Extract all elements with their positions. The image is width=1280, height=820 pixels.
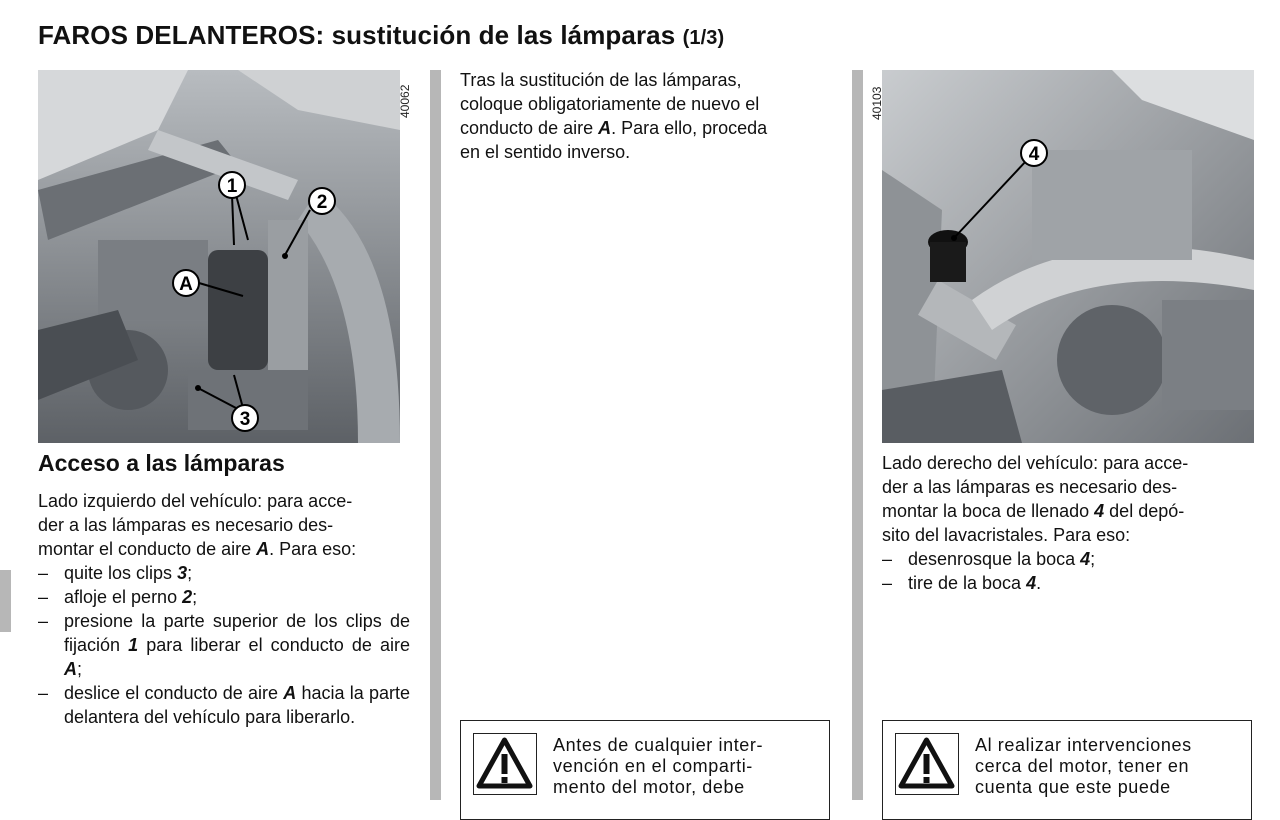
engine-photo-left <box>38 70 400 443</box>
right-step-2: – tire de la boca 4. <box>882 573 1042 593</box>
svg-text:A: A <box>179 274 193 295</box>
image-code-right: 40103 <box>870 86 884 120</box>
left-intro-line-2: der a las lámparas es necesario des- <box>38 515 334 535</box>
svg-text:3: 3 <box>239 409 251 430</box>
right-intro-line-4: sito del lavacristales. Para eso: <box>882 525 1131 545</box>
svg-text:1: 1 <box>226 176 238 197</box>
left-intro-line-1: Lado izquierdo del vehículo: para acce- <box>38 491 353 511</box>
left-step-1: – quite los clips 3; <box>38 563 193 583</box>
callout-4 <box>1021 140 1047 166</box>
svg-text:2: 2 <box>316 192 328 213</box>
right-intro <box>882 451 1254 547</box>
warning-triangle-icon <box>895 733 959 795</box>
column-divider-right <box>852 70 863 800</box>
callout-1 <box>219 172 245 198</box>
warning-triangle-icon <box>473 733 537 795</box>
section-tab <box>0 570 11 632</box>
column-divider-left <box>430 70 441 800</box>
engine-photo-right <box>882 70 1254 443</box>
middle-note-line-2: coloque obligatoriamente de nuevo el <box>460 94 760 114</box>
page-title-text: FAROS DELANTEROS: sustitución de las lámparas <box>38 20 676 50</box>
warning-text-middle: Antes de cualquier inter- vención en el comparti- mento del motor, debe <box>553 735 764 797</box>
image-code-left: 40062 <box>398 84 412 118</box>
right-steps <box>882 547 1254 595</box>
middle-note-line-1: Tras la sustitución de las lámparas, <box>460 70 742 90</box>
left-steps <box>38 561 410 729</box>
page-title <box>38 20 724 51</box>
section-heading: Acceso a las lámparas <box>38 450 285 476</box>
warning-text-right: Al realizar intervenciones cerca del motor, tener en cuenta que este puede <box>975 735 1192 797</box>
svg-text:4: 4 <box>1028 144 1040 165</box>
right-intro-line-3: montar la boca de llenado 4 del depó- <box>882 501 1185 521</box>
left-intro <box>38 489 410 561</box>
callout-2 <box>309 188 335 214</box>
middle-note-line-4: en el sentido inverso. <box>460 142 631 162</box>
left-step-3: – presione la parte superior de los clips de fijación 1 para liberar el conducto de aire A; <box>38 611 411 679</box>
right-intro-line-2: der a las lámparas es necesario des- <box>882 477 1178 497</box>
left-step-4: – deslice el conducto de aire A hacia la parte delantera del vehículo para liberarlo. <box>38 683 410 727</box>
warning-box-right <box>882 720 1252 820</box>
right-step-1: – desenrosque la boca 4; <box>882 549 1096 569</box>
left-intro-line-3: montar el conducto de aire A. Para eso: <box>38 539 357 559</box>
right-intro-line-1: Lado derecho del vehículo: para acce- <box>882 453 1189 473</box>
warning-box-middle <box>460 720 830 820</box>
middle-note-line-3: conducto de aire A. Para ello, proceda <box>460 118 768 138</box>
page-indicator: (1/3) <box>682 27 725 49</box>
left-step-2: – afloje el perno 2; <box>38 587 198 607</box>
callout-3 <box>232 405 258 431</box>
callout-a <box>173 270 199 296</box>
middle-note <box>460 68 832 164</box>
